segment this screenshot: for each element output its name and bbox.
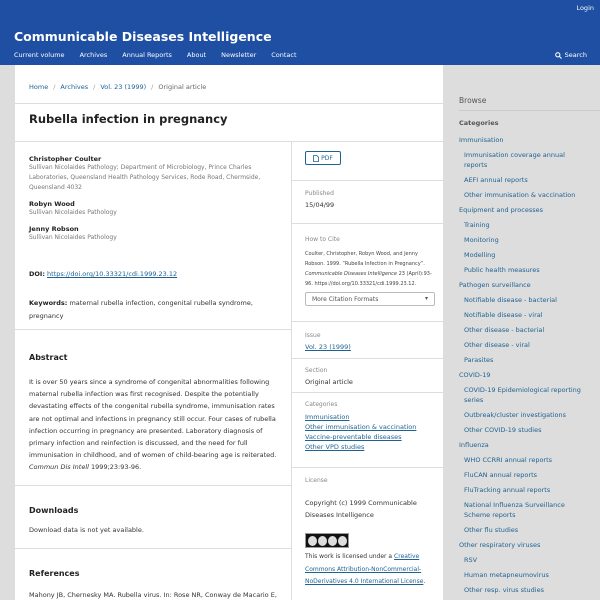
sidebar-category[interactable]: Pathogen surveillance <box>459 281 531 289</box>
category-link[interactable]: Other VPD studies <box>305 443 365 451</box>
sidebar-subcategory[interactable]: Modelling <box>464 251 496 259</box>
divider <box>15 485 291 486</box>
license-link[interactable]: Creative Commons Attribution-NonCommercial-NoDerivatives 4.0 International License <box>305 553 424 585</box>
sidebar-subcategory[interactable]: Other disease - viral <box>464 341 530 349</box>
nav-newsletter[interactable]: Newsletter <box>221 51 257 59</box>
divider <box>15 548 291 549</box>
chevron-down-icon: ▾ <box>424 295 428 302</box>
citation-text <box>305 249 435 289</box>
citation-journal: Communicable Diseases Intelligence <box>305 271 398 277</box>
breadcrumb-volume[interactable]: Vol. 23 (1999) <box>100 83 147 91</box>
main-nav <box>14 51 312 59</box>
sidebar-subcategory[interactable]: Immunisation coverage annual reports <box>464 151 565 169</box>
keywords-label: Keywords: <box>29 299 68 307</box>
license-note-post: . <box>423 578 426 585</box>
breadcrumb-archives[interactable]: Archives <box>60 83 89 91</box>
license-text: Copyright (c) 1999 Communicable Diseases Intelligence <box>305 499 417 519</box>
search-label: Search <box>564 51 587 59</box>
section-label: Section <box>305 367 328 374</box>
article-panel <box>14 65 444 600</box>
divider <box>292 392 444 393</box>
nav-about[interactable]: About <box>186 51 207 59</box>
citation-body: Coulter, Christopher, Robyn Wood, and Jenny Robson. 1999. “Rubella Infection in Pregnancy”. <box>305 251 425 267</box>
keywords-value: maternal rubella infection, congenital rubella syndrome, pregnancy <box>29 299 253 320</box>
divider <box>15 103 444 104</box>
article-title: Rubella infection in pregnancy <box>29 112 228 126</box>
doi-label: DOI: <box>29 270 45 278</box>
browse-heading: Browse <box>459 96 487 105</box>
author-name: Jenny Robson <box>29 225 79 233</box>
abstract-citation-tail: 1999;23:93-96. <box>91 463 142 472</box>
column-divider <box>291 141 292 600</box>
divider <box>292 180 444 181</box>
abstract-citation: Commun Dis Intell <box>29 463 89 472</box>
divider <box>292 467 444 468</box>
category-link[interactable]: Vaccine-preventable diseases <box>305 433 402 441</box>
sidebar-subcategory[interactable]: AEFI annual reports <box>464 176 528 184</box>
breadcrumb-home[interactable]: Home <box>29 83 49 91</box>
breadcrumb-separator: / <box>93 83 96 91</box>
divider <box>15 141 444 142</box>
breadcrumb-separator: / <box>53 83 56 91</box>
cc-icon <box>308 536 317 546</box>
section-value: Original article <box>305 378 353 386</box>
sidebar-subcategory[interactable]: Monitoring <box>464 236 499 244</box>
sidebar-subcategory[interactable]: Other immunisation & vaccination <box>464 191 576 199</box>
divider <box>459 110 600 111</box>
nc-icon <box>328 536 337 546</box>
references-text: Mahony JB, Chernesky MA. Rubella virus. In: Rose NR, Conway de Macario E, <box>29 591 277 599</box>
issue-label: Issue <box>305 332 321 339</box>
sidebar-subcategory[interactable]: Notifiable disease - viral <box>464 311 543 319</box>
author-list <box>29 155 279 250</box>
sidebar-subcategory[interactable]: Other disease - bacterial <box>464 326 545 334</box>
divider <box>15 329 291 330</box>
sidebar-subcategory[interactable]: FluTracking annual reports <box>464 486 551 494</box>
author-affiliation: Sullivan Nicolaides Pathology <box>29 209 117 216</box>
keywords <box>29 297 279 323</box>
citation-formats-dropdown[interactable] <box>305 292 435 306</box>
license-label: License <box>305 477 328 484</box>
search-icon <box>555 52 562 59</box>
sidebar-subcategory[interactable]: Outbreak/cluster investigations <box>464 411 567 419</box>
breadcrumb <box>29 83 206 91</box>
category-link[interactable]: Other immunisation & vaccination <box>305 423 417 431</box>
sidebar-subcategory[interactable]: COVID-19 Epidemiological reporting series <box>464 386 581 404</box>
category-link[interactable]: Immunisation <box>305 413 350 421</box>
abstract-text <box>29 376 279 474</box>
sidebar <box>444 65 600 600</box>
category-links <box>305 412 416 452</box>
sidebar-subcategory[interactable]: WHO CCRRI annual reports <box>464 456 553 464</box>
pdf-button[interactable] <box>305 151 341 165</box>
sidebar-subcategory[interactable]: Other flu studies <box>464 526 519 534</box>
doi-link[interactable]: https://doi.org/10.33321/cdi.1999.23.12 <box>47 270 178 278</box>
sidebar-subcategory[interactable]: Notifiable disease - bacterial <box>464 296 557 304</box>
sidebar-subcategory[interactable]: FluCAN annual reports <box>464 471 538 479</box>
nav-current-volume[interactable]: Current volume <box>14 51 65 59</box>
sidebar-subcategory[interactable]: National Influenza Surveillance Scheme reports <box>464 501 565 519</box>
pdf-label: PDF <box>321 154 333 162</box>
issue-link[interactable]: Vol. 23 (1999) <box>305 343 351 351</box>
search-link[interactable] <box>555 51 587 59</box>
sidebar-subcategory[interactable]: Training <box>464 221 490 229</box>
divider <box>292 223 444 224</box>
sidebar-subcategory[interactable]: Other resp. virus studies <box>464 586 544 594</box>
abstract-body: It is over 50 years since a syndrome of congenital abnormalities following maternal rubella infection was first recognised. Despite the potentially devastating effects of the congenital rubella syndrome, immunisation rates are not optimal and infections in pregnancy still occur. Four cases of rubella infection occurring in pregnancy are presented. Laboratory diagnosis of primary infection and reinfection is discussed, and the need for full immunisation in childhood, and of women of child-bearing age is reiterated. <box>29 378 277 460</box>
divider <box>292 358 444 359</box>
downloads-text: Download data is not yet available. <box>29 526 144 534</box>
breadcrumb-current: Original article <box>158 83 207 91</box>
breadcrumb-separator: / <box>151 83 154 91</box>
sidebar-subcategory[interactable]: RSV <box>464 556 478 564</box>
by-icon <box>318 536 327 546</box>
author-affiliation: Sullivan Nicolaides Pathology <box>29 234 117 241</box>
sidebar-category[interactable]: Immunisation <box>459 136 504 144</box>
category-list <box>459 135 589 600</box>
sidebar-category[interactable]: Other respiratory viruses <box>459 541 541 549</box>
citation-tail: 23 (April):93-96. https://doi.org/10.33321/cdi.1999.23.12. <box>305 271 432 287</box>
abstract-heading: Abstract <box>29 353 68 362</box>
categories-heading: Categories <box>459 119 499 127</box>
site-header <box>0 0 600 65</box>
sidebar-subcategory[interactable]: Human metapneumovirus <box>464 571 549 579</box>
categories-label: Categories <box>305 401 338 408</box>
sidebar-subcategory[interactable]: Public health measures <box>464 266 540 274</box>
published-label: Published <box>305 190 334 197</box>
nav-archives[interactable]: Archives <box>79 51 108 59</box>
citation-formats-label: More Citation Formats <box>312 295 379 303</box>
file-icon <box>313 155 319 162</box>
license-note-pre: This work is licensed under a <box>305 553 393 560</box>
login-link[interactable]: Login <box>576 4 594 12</box>
author-affiliation: Sullivan Nicolaides Pathology; Department of Microbiology, Prince Charles Laboratories, Queensland Health Pathology Services, Rode Road, Chermside, Queensland 4032 <box>29 164 261 191</box>
published-date: 15/04/99 <box>305 201 335 209</box>
downloads-heading: Downloads <box>29 506 79 515</box>
author-name: Christopher Coulter <box>29 155 102 163</box>
sidebar-category[interactable]: COVID-19 <box>459 371 491 379</box>
sidebar-subcategory[interactable]: Parasites <box>464 356 494 364</box>
references-heading: References <box>29 569 80 578</box>
author-name: Robyn Wood <box>29 200 75 208</box>
sidebar-subcategory[interactable]: Other COVID-19 studies <box>464 426 542 434</box>
sidebar-category[interactable]: Influenza <box>459 441 489 449</box>
nd-icon <box>338 536 347 546</box>
doi <box>29 270 177 278</box>
sidebar-category[interactable]: Equipment and processes <box>459 206 544 214</box>
nav-contact[interactable]: Contact <box>271 51 297 59</box>
cite-label: How to Cite <box>305 236 340 243</box>
license-note <box>305 551 437 589</box>
cc-license-badge[interactable] <box>305 533 349 548</box>
nav-annual-reports[interactable]: Annual Reports <box>122 51 172 59</box>
divider <box>292 321 444 322</box>
site-title[interactable]: Communicable Diseases Intelligence <box>14 29 272 44</box>
